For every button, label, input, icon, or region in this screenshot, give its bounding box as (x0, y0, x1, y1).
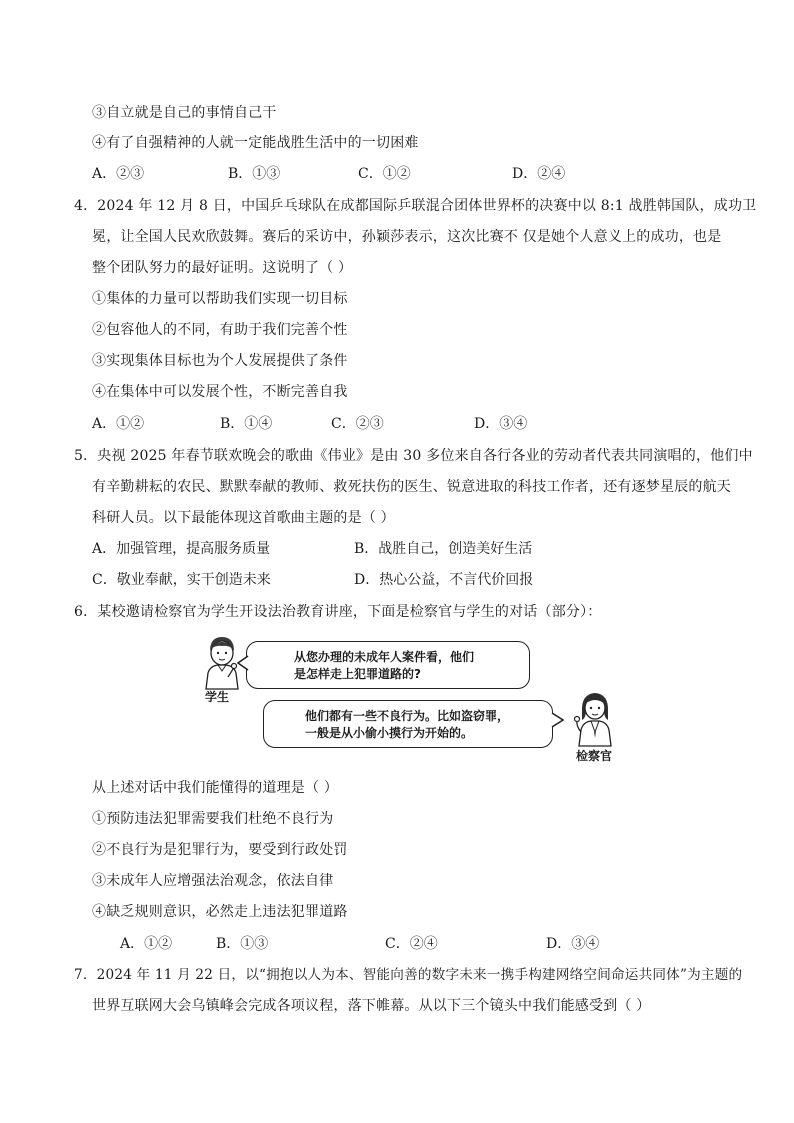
q4-option-d: D．③④ (474, 416, 528, 432)
q6-option-d: D．③④ (546, 936, 600, 952)
q3-statement-4: ④有了自强精神的人就一定能战胜生活中的一切困难 (92, 135, 419, 151)
q6-statement-4: ④缺乏规则意识，必然走上违法犯罪道路 (92, 904, 348, 920)
q4-statement-4: ④在集体中可以发展个性，不断完善自我 (92, 384, 348, 400)
q4-statement-2: ②包容他人的不同，有助于我们完善个性 (92, 322, 348, 338)
q7-stem-line-2: 世界互联网大会乌镇峰会完成各项议程，落下帷幕。从以下三个镜头中我们能感受到（ ） (92, 998, 651, 1014)
q4-option-c: C．②③ (331, 416, 384, 432)
q5-option-c: C．敬业奉献，实干创造未来 (92, 572, 271, 588)
q5-option-a: A．加强管理，提高服务质量 (92, 541, 271, 557)
prosecutor-caption: 检察官 (576, 749, 613, 763)
student-caption: 学生 (205, 690, 230, 704)
q3-option-d: D．②④ (512, 166, 566, 182)
student-speech-bubble (246, 641, 530, 689)
q3-option-c: C．①② (358, 166, 411, 182)
student-bubble-line-1: 从您办理的未成年人案件看，他们 (294, 650, 475, 664)
student-bubble-line-2: 是怎样走上犯罪道路的? (294, 667, 421, 681)
student-bubble-tail (237, 655, 249, 671)
prosecutor-bubble-line-1: 他们都有一些不良行为。比如盗窃罪， (305, 709, 510, 723)
q7-stem-line-1: 7．2024 年 11 月 22 日，以“拥抱以人为本、智能向善的数字未来一携手构建网络空间命运共同体”为主题的 (74, 967, 743, 983)
q6-statement-2: ②不良行为是犯罪行为，要受到行政处罚 (92, 842, 348, 858)
q4-option-a: A．①② (92, 416, 145, 432)
prosecutor-bubble-tail (551, 712, 565, 728)
q5-stem-line-1: 5．央视 2025 年春节联欢晚会的歌曲《伟业》是由 30 多位来自各行各业的劳动者代表共同演唱的，他们中 (74, 448, 753, 464)
q4-stem-line-2: 冕，让全国人民欢欣鼓舞。赛后的采访中，孙颖莎表示，这次比赛不 仅是她个人意义上的成功，也是 (92, 229, 722, 245)
q6-stem-line: 6．某校邀请检察官为学生开设法治教育讲座，下面是检察官与学生的对话（部分）： (74, 604, 602, 620)
prosecutor-speech-bubble (263, 700, 553, 748)
q6-question: 从上述对话中我们能懂得的道理是（ ） (92, 780, 339, 796)
q4-stem-line-1: 4．2024 年 12 月 8 日，中国乒乓球队在成都国际乒联混合团体世界杯的决赛中以 8:1 战胜韩国队，成功卫 (74, 198, 757, 214)
q6-option-c: C．②④ (385, 936, 438, 952)
q4-option-b: B．①④ (220, 416, 273, 432)
q5-option-b: B．战胜自己，创造美好生活 (354, 541, 533, 557)
q4-statement-1: ①集体的力量可以帮助我们实现一切目标 (92, 291, 348, 307)
prosecutor-bubble-line-2: 一般是从小偷小摸行为开始的。 (305, 726, 474, 740)
q5-option-d: D．热心公益，不言代价回报 (354, 572, 534, 588)
q6-option-a: A．①② (120, 936, 173, 952)
q6-statement-3: ③未成年人应增强法治观念，依法自律 (92, 873, 334, 889)
q6-option-b: B．①③ (216, 936, 269, 952)
q5-stem-line-2: 有辛勤耕耘的农民、默默奉献的教师、救死扶伤的医生、锐意进取的科技工作者，还有逐梦星辰的航天 (92, 479, 731, 495)
q5-stem-line-3: 科研人员。以下最能体现这首歌曲主题的是（ ） (92, 510, 395, 526)
q3-statement-3: ③自立就是自己的事情自己干 (92, 105, 277, 121)
q3-option-b: B．①③ (228, 166, 281, 182)
q3-option-a: A．②③ (92, 166, 145, 182)
q4-stem-line-3: 整个团队努力的最好证明。这说明了（ ） (92, 260, 353, 276)
q6-statement-1: ①预防违法犯罪需要我们杜绝不良行为 (92, 811, 334, 827)
q4-statement-3: ③实现集体目标也为个人发展提供了条件 (92, 353, 348, 369)
prosecutor-figure-icon (570, 688, 620, 748)
